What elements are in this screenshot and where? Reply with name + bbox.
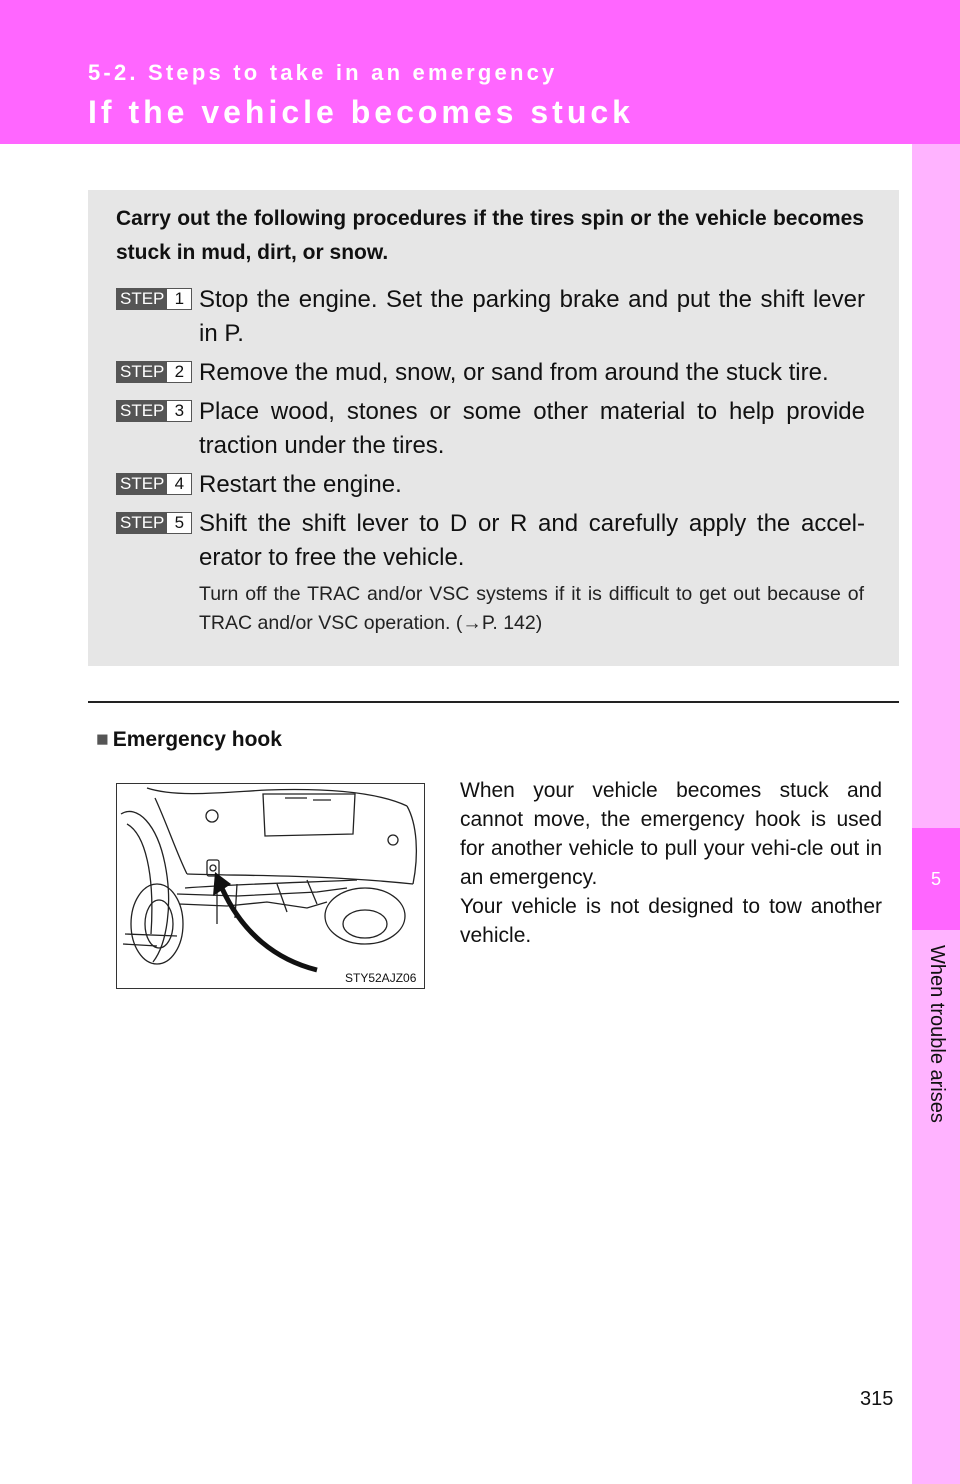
step-badge-word: STEP [117,362,167,382]
step-text: Place wood, stones or some other material to help provide traction under the tires. [199,398,865,459]
step-badge-word: STEP [117,474,167,494]
emergency-hook-heading [96,728,282,752]
procedure-note: Turn off the TRAC and/or VSC systems if it is difficult to get out because of TRAC and/or VSC operation. (→P. 142) [199,583,864,634]
step-text: Shift the shift lever to D or R and carefully apply the accel-erator to free the vehicle. [199,510,865,571]
step-badge-word: STEP [117,513,167,533]
step-badge [116,400,192,422]
step-badge-number: 1 [167,289,191,309]
step-badge-word: STEP [117,401,167,421]
emergency-hook-illustration [116,783,425,989]
vehicle-rear-drawing [117,784,424,988]
step-badge-number: 4 [167,474,191,494]
page-header [0,0,960,144]
emergency-hook-paragraph: When your vehicle becomes stuck and cannot move, the emergency hook is used for another vehicle to pull your vehi-cle out in an emergency. [460,779,882,889]
step-badge-word: STEP [117,289,167,309]
step-badge [116,473,192,495]
chapter-title: When trouble arises [926,945,948,1123]
emergency-hook-paragraph: Your vehicle is not designed to tow another vehicle. [460,895,882,947]
procedure-intro: Carry out the following procedures if the tires spin or the vehicle becomes stuck in mud, dirt, or snow. [116,207,864,264]
section-label: 5-2. Steps to take in an emergency [88,60,558,85]
chapter-number-box: 5 [912,828,960,930]
step-text: Stop the engine. Set the parking brake and put the shift lever in P. [199,286,865,347]
step-text: Restart the engine. [199,471,402,498]
chapter-side-tab [912,144,960,1484]
step-badge-number: 5 [167,513,191,533]
step-badge [116,361,192,383]
step-badge [116,288,192,310]
step-badge [116,512,192,534]
step-badge-number: 2 [167,362,191,382]
emergency-hook-heading-text: Emergency hook [112,728,282,751]
step-text: Remove the mud, snow, or sand from around the stuck tire. [199,359,829,386]
figure-code: STY52AJZ06 [345,971,417,985]
emergency-hook-description [460,776,882,950]
page-number: 315 [860,1388,894,1410]
step-badge-number: 3 [167,401,191,421]
section-divider [88,701,899,703]
square-bullet-icon: ■ [96,728,109,751]
page-title: If the vehicle becomes stuck [88,94,634,130]
